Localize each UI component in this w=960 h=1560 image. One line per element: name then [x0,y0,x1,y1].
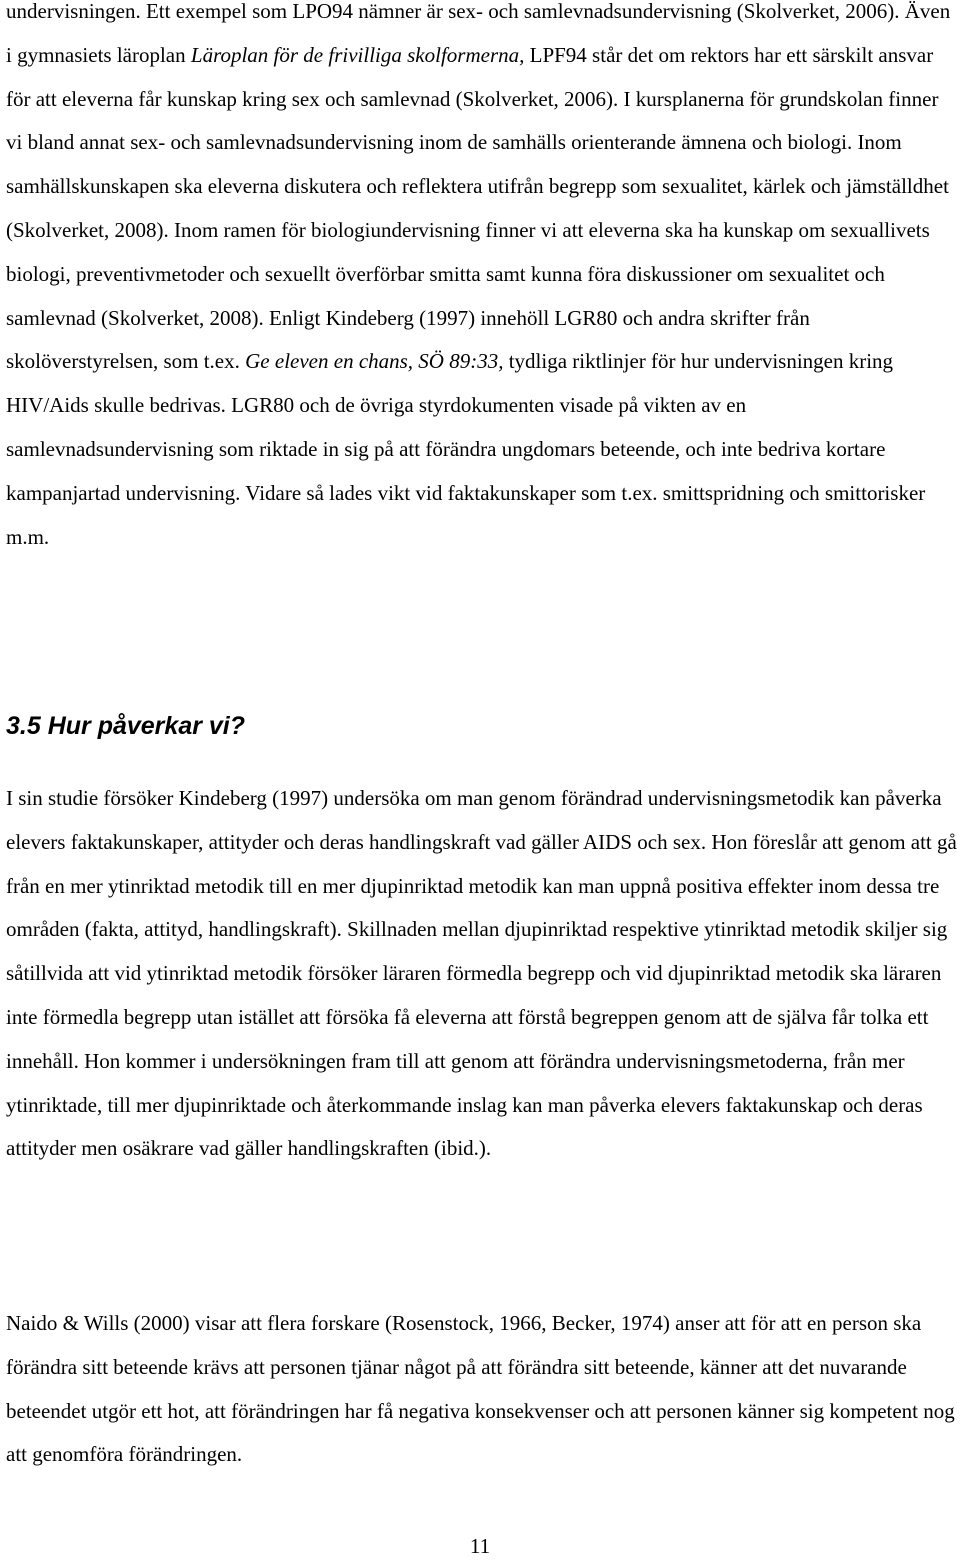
body-paragraph-1 [6,0,958,559]
paragraph-1-text-b: LPF94 står det om rektors har ett särskilt ansvar för att eleverna får kunskap kring sex och samlevnad (Skolverket, 2006). I kursplanerna för grundskolan finner vi bland annat sex- och samlevnadsundervisning inom de samhälls orienterande ämnena och biologi. Inom samhällskunskapen ska eleverna diskutera och reflektera utifrån begrepp som sexualitet, kärlek och jämställdhet (Skolverket, 2008). Inom ramen för biologiundervisning finner vi att eleverna ska ha kunskap om sexuallivets biologi, preventivmetoder och sexuellt överförbar smitta samt kunna föra diskussioner om sexualitet och samlevnad (Skolverket, 2008). Enligt Kindeberg (1997) innehöll LGR80 och andra skrifter från skolöverstyrelsen, som t.ex. [6,42,949,374]
paragraph-1-italic-title-a: Läroplan för de frivilliga skolformerna, [190,42,525,67]
section-heading: 3.5 Hur påverkar vi? [6,712,246,740]
page-number: 11 [469,1534,491,1558]
paragraph-1-text-c: tydliga riktlinjer för hur undervisningen kring HIV/Aids skulle bedrivas. LGR80 och de övriga styrdokumenten visade på vikten av en samlevnadsundervisning som riktade in sig på att förändra ungdomars beteende, och inte bedriva kortare kampanjartad undervisning. Vidare så lades vikt vid faktakunskaper som t.ex. smittspridning och smittorisker m.m. [6,349,926,549]
paragraph-1-italic-title-b: Ge eleven en chans, SÖ 89:33, [245,349,504,374]
body-paragraph-2: I sin studie försöker Kindeberg (1997) undersöka om man genom förändrad undervisningsmetodik kan påverka elevers faktakunskaper, attityder och deras handlingskraft vad gäller AIDS och sex. Hon föreslår att genom att gå från en mer ytinriktad metodik till en mer djupinriktad metodik kan man uppnå positiva effekter inom dessa tre områden (fakta, attityd, handlingskraft). Skillnaden mellan djupinriktad respektive ytinriktad metodik skiljer sig såtillvida att vid ytinriktad metodik försöker läraren förmedla begrepp och vid djupinriktad metodik ska läraren inte förmedla begrepp utan istället att försöka få eleverna att förstå begreppen genom att de själva får tolka ett innehåll. Hon kommer i undersökningen fram till att genom att förändra undervisningsmetoderna, från mer ytinriktade, till mer djupinriktade och återkommande inslag kan man påverka elevers faktakunskap och deras attityder men osäkrare vad gäller handlingskraften (ibid.). [6,786,957,1161]
body-paragraph-3: Naido & Wills (2000) visar att flera forskare (Rosenstock, 1966, Becker, 1974) anser att för att en person ska förändra sitt beteende krävs att personen tjänar något på att förändra sitt beteende, känner att det nuvarande beteendet utgör ett hot, att förändringen har få negativa konsekvenser och att personen känner sig kompetent nog att genomföra förändringen. [6,1311,955,1467]
paragraph-1-text-a: undervisningen. Ett exempel som LPO94 nämner är sex- och samlevnadsundervisning (Skolverket, 2006). Även i gymnasiets läroplan [6,0,951,67]
